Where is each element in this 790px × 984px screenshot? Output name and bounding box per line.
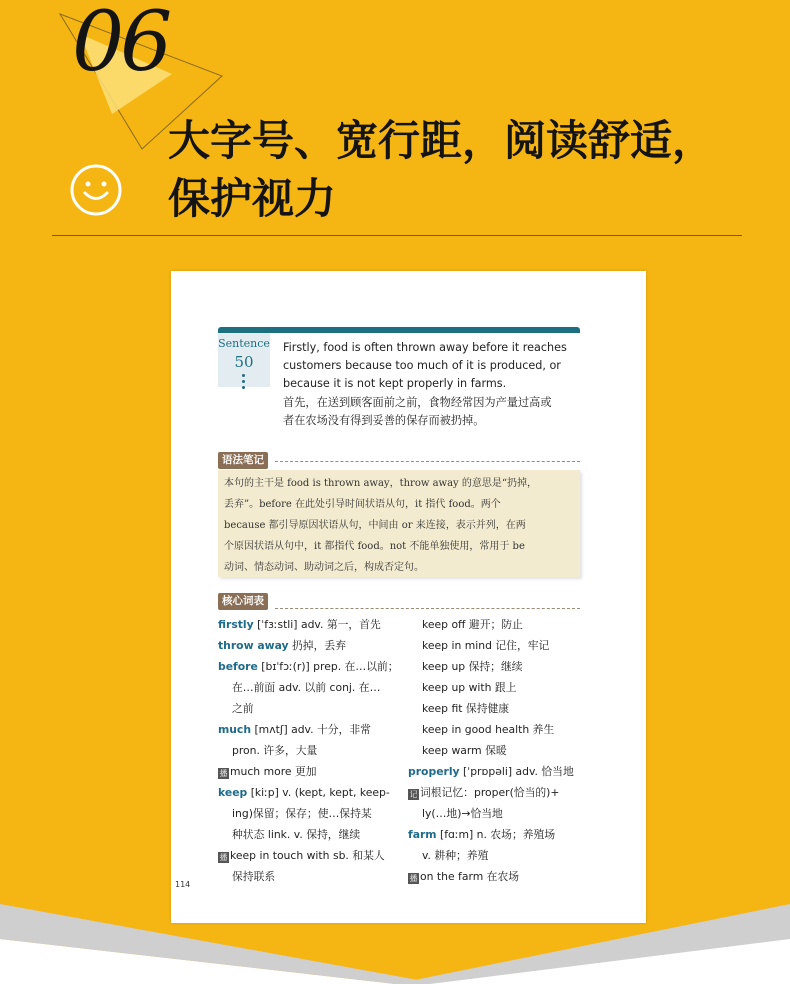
vocab-entry-continuation [218, 677, 408, 698]
vocab-left-column [218, 614, 408, 887]
sentence-text [283, 339, 583, 430]
vocab-phrase [408, 656, 588, 677]
entry-text: keep in touch with sb. 和某人 [230, 849, 385, 862]
entry-text: keep up with 跟上 [422, 681, 517, 694]
entry-text: keep up 保持；继续 [422, 660, 523, 673]
sentence-number: 50 [234, 353, 254, 371]
sentence-label: Sentence [218, 337, 270, 350]
entry-text: keep in good health 养生 [422, 723, 555, 736]
memory-mark-icon: 记 [409, 790, 418, 799]
entry-text: much more 更加 [230, 765, 317, 778]
vocab-phrase [408, 614, 588, 635]
entry-text: keep warm 保暖 [422, 744, 507, 757]
vocab-entry [408, 824, 588, 845]
grammar-note-line: because 都引导原因状语从句，中间由 or 来连接，表示并列，在两 [224, 520, 526, 531]
grammar-note-text [224, 473, 576, 578]
vocab-entry-continuation [408, 803, 588, 824]
grammar-note-line: 丢弃”。before 在此处引导时间状语从句，it 指代 food。两个 [224, 499, 501, 510]
book-page [171, 271, 646, 923]
vocab-phrase [218, 845, 408, 866]
entry-text: 在…前面 adv. 以前 conj. 在… [232, 681, 381, 694]
vocab-entry [218, 635, 408, 656]
entry-text: keep fit 保持健康 [422, 702, 510, 715]
page-number: 114 [175, 880, 191, 889]
sentence-chinese-line: 首先，在送到顾客面前之前，食物经常因为产量过高或 [283, 395, 552, 409]
sentence-chinese-line: 者在农场没有得到妥善的保存而被扔掉。 [283, 413, 485, 427]
vocab-phrase [408, 740, 588, 761]
section-number: 06 [72, 0, 169, 90]
grammar-note-rule [275, 461, 580, 462]
entry-text: ly(…地)→恰当地 [422, 807, 503, 820]
vocab-phrase [408, 677, 588, 698]
entry-text: [ˈprɒpəli] adv. 恰当地 [459, 765, 574, 778]
grammar-note-title: 语法笔记 [218, 452, 268, 469]
grammar-note-line: 动词、情态动词、助动词之后，构成否定句。 [224, 562, 424, 573]
headword: farm [408, 828, 437, 841]
vocab-phrase [218, 761, 408, 782]
vocab-entry-continuation [218, 740, 408, 761]
vocab-entry [408, 761, 588, 782]
entry-text: 之前 [232, 702, 254, 715]
vocab-entry-continuation [218, 824, 408, 845]
vocab-title: 核心词表 [218, 593, 268, 610]
entry-text: [bɪˈfɔː(r)] prep. 在…以前； [257, 660, 399, 673]
entry-text: keep off 避开；防止 [422, 618, 523, 631]
headword: keep [218, 786, 248, 799]
grammar-note-line: 本句的主干是 food is thrown away，throw away 的意思是“扔掉， [224, 478, 538, 489]
headword: before [218, 660, 258, 673]
entry-text: ing)保留；保存；使…保持某 [232, 807, 372, 820]
smiley-icon [66, 160, 126, 220]
vocab-phrase [408, 719, 588, 740]
vocab-phrase [408, 635, 588, 656]
entry-text: [kiːp] v. (kept, kept, keep- [247, 786, 390, 799]
headword: much [218, 723, 252, 736]
vocab-entry-continuation [218, 803, 408, 824]
headline [168, 112, 714, 228]
sentence-english-line: customers because too much of it is produced, or [283, 359, 561, 373]
entry-text: [fɑːm] n. 农场；养殖场 [436, 828, 556, 841]
entry-text: on the farm 在农场 [420, 870, 520, 883]
phrase-mark-icon: 播 [219, 853, 228, 862]
vocab-phrase [408, 866, 588, 887]
vocab-right-column [408, 614, 588, 887]
divider [52, 235, 742, 236]
entry-text: 扔掉，丢弃 [288, 639, 346, 652]
sentence-english-line: because it is not kept properly in farms. [283, 377, 507, 391]
grammar-note-box [218, 470, 580, 577]
entry-text: 保持联系 [232, 870, 276, 883]
entry-text: pron. 许多，大量 [232, 744, 318, 757]
entry-text: keep in mind 记住，牢记 [422, 639, 550, 652]
phrase-mark-icon: 播 [219, 769, 228, 778]
vocab-memory-tip [408, 782, 588, 803]
vocab-entry [218, 782, 408, 803]
sentence-top-bar [218, 327, 580, 333]
entry-text: [mʌtʃ] adv. 十分，非常 [251, 723, 371, 736]
headword: throw away [218, 639, 289, 652]
phrase-mark-icon: 播 [409, 874, 418, 883]
headword: firstly [218, 618, 254, 631]
entry-text: 种状态 link. v. 保持，继续 [232, 828, 361, 841]
vocab-rule [275, 608, 580, 609]
headword: properly [408, 765, 460, 778]
vocab-entry-continuation [218, 866, 408, 887]
vocab-entry [218, 719, 408, 740]
vocab-phrase [408, 698, 588, 719]
vocab-entry [218, 614, 408, 635]
vocab-entry [218, 656, 408, 677]
entry-text: v. 耕种；养殖 [422, 849, 489, 862]
headline-line-1: 大字号、宽行距，阅读舒适， [168, 116, 715, 165]
headline-line-2: 保护视力 [168, 174, 337, 223]
sentence-dots [242, 374, 245, 392]
sentence-english-line: Firstly, food is often thrown away before it reaches [283, 341, 567, 354]
vocab-entry-continuation [408, 845, 588, 866]
entry-text: 词根记忆：proper(恰当的)+ [420, 786, 560, 799]
entry-text: [ˈfɜːstli] adv. 第一，首先 [253, 618, 381, 631]
vocab-entry-continuation [218, 698, 408, 719]
grammar-note-line: 个原因状语从句中，it 都指代 food。not 不能单独使用，常用于 be [224, 541, 525, 552]
